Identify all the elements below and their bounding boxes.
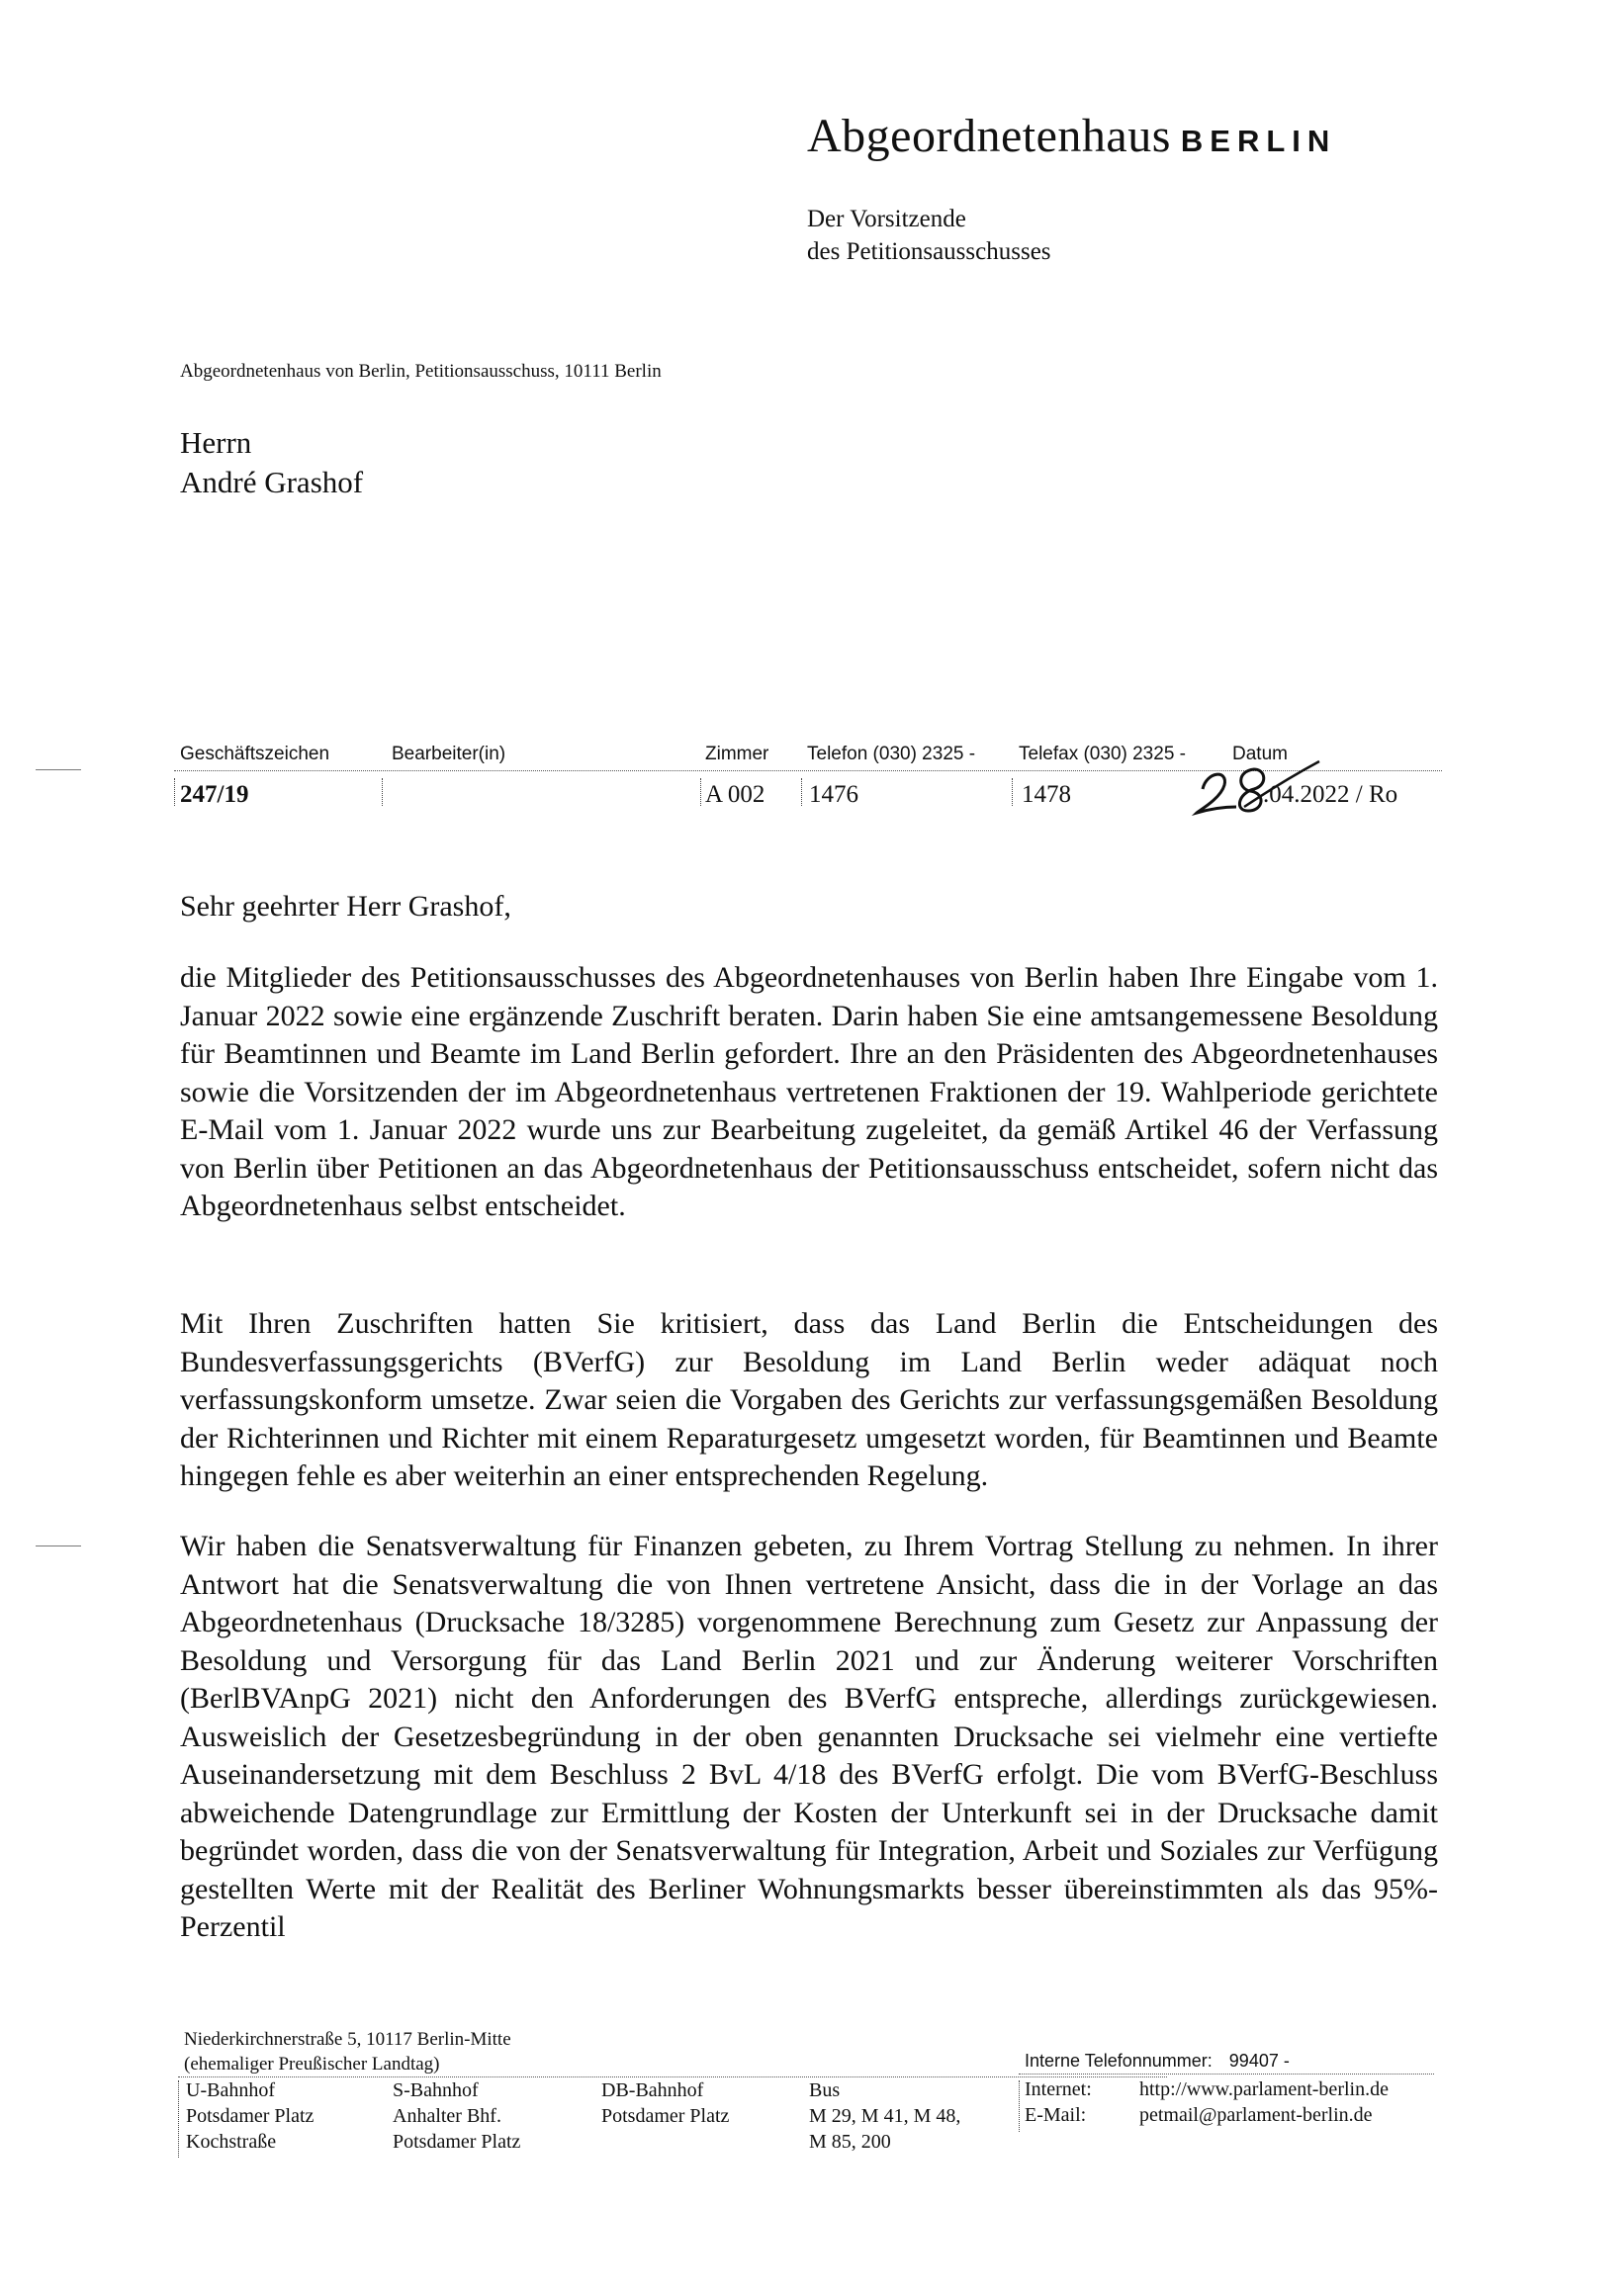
letter-salutation: Sehr geehrter Herr Grashof,: [180, 890, 511, 923]
transit-label: Bus: [809, 2079, 841, 2101]
sender-role-line2: des Petitionsausschusses: [807, 238, 1051, 265]
transit-line: Anhalter Bhf.: [393, 2105, 501, 2127]
letterhead-name: Abgeordnetenhaus: [807, 110, 1171, 162]
fold-mark-top: [36, 769, 81, 770]
transit-line: Potsdamer Platz: [186, 2105, 315, 2127]
sender-role-line1: Der Vorsitzende: [807, 206, 966, 232]
ref-header-file-number: Geschäftszeichen: [180, 744, 330, 764]
internet-link[interactable]: http://www.parlament-berlin.de: [1139, 2078, 1389, 2100]
ref-header-room: Zimmer: [705, 744, 769, 764]
transit-line: Kochstraße: [186, 2131, 277, 2153]
ref-header-clerk: Bearbeiter(in): [392, 744, 506, 764]
footer-separator: [1019, 2080, 1020, 2132]
recipient-name: André Grashof: [180, 465, 364, 499]
footer-transit-db: [601, 2077, 729, 2129]
body-paragraph: Mit Ihren Zuschriften hatten Sie kritisiert, dass das Land Berlin die Entscheidungen des Bundesverfassungsgerichts (BVerfG) zur Besoldung im Land Berlin weder adäquat noch verfassungskonform umsetze. Zwar seien die Vorgaben des Gerichts zur verfassungsgemäßen Besoldung der Richterinnen und Richter mit einem Reparaturgesetz umgesetzt worden, für Beamtinnen und Beamte hingegen fehle es aber weiterhin an einer entsprechenden Regelung.: [180, 1307, 1438, 1492]
footer-address-line1: Niederkirchnerstraße 5, 10117 Berlin-Mitte: [184, 2029, 511, 2050]
ref-file-number: 247/19: [180, 781, 249, 808]
footer-transit-sbahn: [393, 2077, 520, 2155]
ref-header-fax: Telefax (030) 2325 -: [1019, 744, 1186, 764]
footer-address: [184, 2027, 511, 2076]
footer-separator: [178, 2080, 179, 2158]
footer-transit-bus: [809, 2077, 960, 2155]
transit-label: U-Bahnhof: [186, 2079, 275, 2101]
body-paragraph: Wir haben die Senatsverwaltung für Finanzen gebeten, zu Ihrem Vortrag Stellung zu nehmen. In ihrer Antwort hat die Senatsverwaltung die von Ihnen vertretene Ansicht, dass die in der Vorlage an das Abgeordnetenhaus (Drucksache 18/3285) vorgenommene Berechnung zum Gesetz zur Anpassung der Besoldung und Versorgung für das Land Berlin 2021 und zur Änderung weiterer Vorschriften (BerlBVAnpG 2021) nicht den Anforderungen des BVerfG entspreche, allerdings zurückgewiesen. Ausweislich der Gesetzesbegründung in der oben genannten Drucksache sei vielmehr eine vertiefte Auseinandersetzung mit dem Beschluss 2 BvL 4/18 des BVerfG erfolgt. Die vom BVerfG-Beschluss abweichende Datengrundlage zur Ermittlung der Kosten der Unterkunft sei in der Drucksache damit begründet worden, dass die von der Senatsverwaltung für Integration, Arbeit und Soziales zur Verfügung gestellten Werte mit der Realität des Berliner Wohnungsmarkts besser übereinstimmten als das 95%-Perzentil: [180, 1530, 1438, 1943]
internal-phone-value: 99407 -: [1228, 2051, 1290, 2071]
ref-date-rest: .04.2022 / Ro: [1263, 781, 1398, 808]
ref-header-phone: Telefon (030) 2325 -: [807, 744, 976, 764]
ref-cell-separator: [700, 778, 701, 806]
footer-divider-right: [1019, 2074, 1434, 2075]
letterhead-city: BERLIN: [1180, 124, 1337, 158]
ref-fax: 1478: [1022, 781, 1071, 808]
recipient-block: [180, 423, 363, 502]
transit-line: M 85, 200: [809, 2131, 891, 2153]
internet-label: Internet:: [1025, 2078, 1092, 2100]
body-paragraph: die Mitglieder des Petitionsausschusses des Abgeordnetenhauses von Berlin haben Ihre Eingabe vom 1. Januar 2022 sowie eine ergänzende Zuschrift beraten. Darin haben Sie eine amtsangemessene Besoldung für Beamtinnen und Beamte im Land Berlin gefordert. Ihre an den Präsidenten des Abgeordnetenhauses sowie die Vorsitzenden der im Abgeordnetenhaus vertretenen Fraktionen der 19. Wahlperiode gerichtete E-Mail vom 1. Januar 2022 wurde uns zur Bearbeitung zugeleitet, da gemäß Artikel 46 der Verfassung von Berlin über Petitionen an das Abgeordnetenhaus der Petitionsausschuss entscheidet, sofern nicht das Abgeordnetenhaus selbst entscheidet.: [180, 961, 1438, 1222]
letterhead-title: [807, 109, 1336, 163]
ref-phone: 1476: [809, 781, 858, 808]
ref-cell-separator: [801, 778, 802, 806]
handwritten-date-signature: [1185, 750, 1323, 819]
transit-line: Potsdamer Platz: [601, 2105, 730, 2127]
ref-room: A 002: [705, 781, 765, 808]
transit-label: DB-Bahnhof: [601, 2079, 704, 2101]
footer-contact: [1025, 2076, 1389, 2128]
ref-cell-separator: [174, 778, 175, 806]
ref-header-date: Datum: [1232, 744, 1288, 764]
transit-label: S-Bahnhof: [393, 2079, 479, 2101]
footer-transit-ubahn: [186, 2077, 314, 2155]
ref-cell-separator: [1012, 778, 1013, 806]
fold-mark-middle: [36, 1545, 81, 1546]
sender-role: [807, 203, 1051, 268]
recipient-salutation: Herrn: [180, 425, 252, 460]
ref-cell-separator: [382, 778, 383, 806]
return-address: Abgeordnetenhaus von Berlin, Petitionsausschuss, 10111 Berlin: [180, 361, 662, 382]
footer-address-line2: (ehemaliger Preußischer Landtag): [184, 2054, 440, 2075]
transit-line: Potsdamer Platz: [393, 2131, 521, 2153]
footer-internal-phone: [1025, 2051, 1290, 2072]
internal-phone-label: Interne Telefonnummer:: [1025, 2051, 1213, 2071]
email-link[interactable]: petmail@parlament-berlin.de: [1139, 2104, 1373, 2126]
email-label: E-Mail:: [1025, 2104, 1087, 2126]
transit-line: M 29, M 41, M 48,: [809, 2105, 961, 2127]
